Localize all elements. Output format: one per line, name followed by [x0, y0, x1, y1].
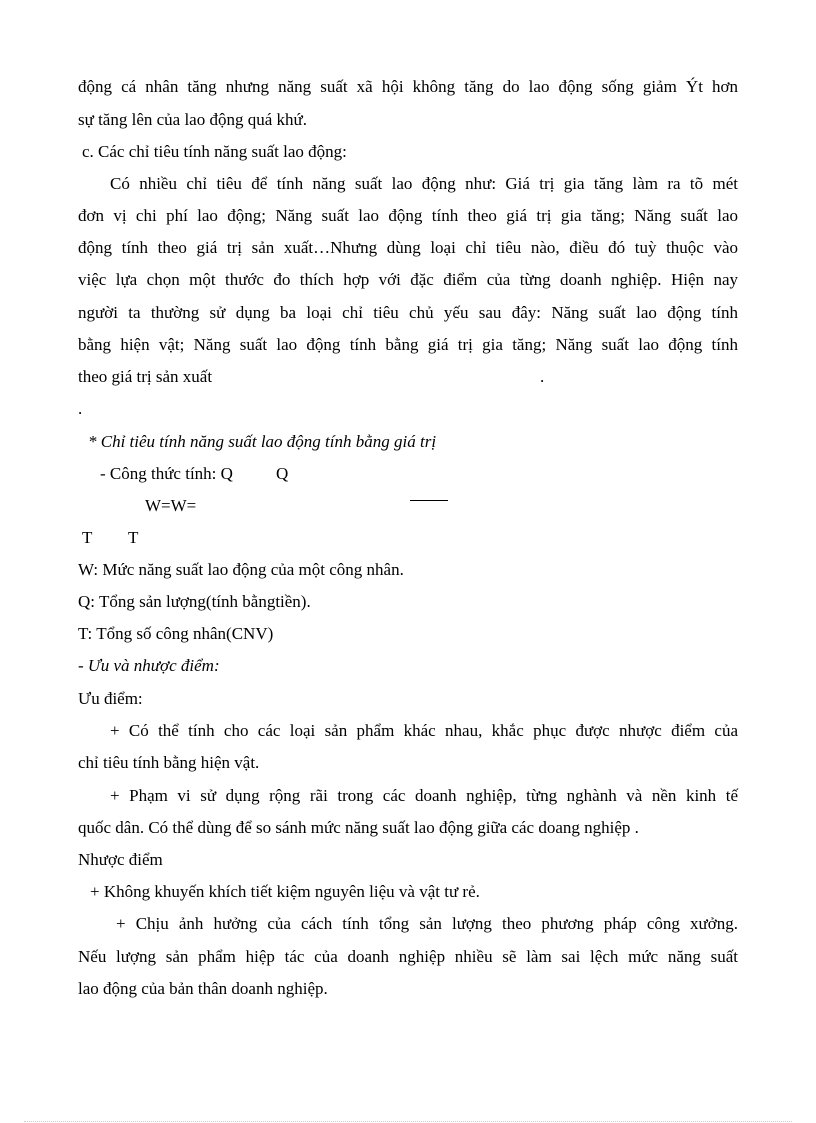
con-line: + Không khuyến khích tiết kiệm nguyên liệu và vật tư rẻ. [90, 882, 480, 901]
paragraph-end-dot: . [540, 367, 545, 386]
section-heading: c. Các chỉ tiêu tính năng suất lao động: [82, 142, 347, 161]
paragraph-line: động cá nhân tăng nhưng năng suất xã hội không tăng do lao động sống giảm Ýt hơn [78, 77, 738, 96]
con-line: lao động của bản thân doanh nghiệp. [78, 979, 328, 998]
con-line: + Chịu ảnh hưởng của cách tính tổng sản lượng theo phương pháp công xưởng. [116, 914, 738, 933]
fraction-rule [410, 500, 448, 501]
definition-w: W: Mức năng suất lao động của một công nhân. [78, 560, 404, 579]
paragraph-line: Có nhiều chỉ tiêu để tính năng suất lao động như: Giá trị gia tăng làm ra tõ mét [110, 174, 738, 193]
paragraph-line: việc lựa chọn một thước đo thích hợp với đặc điểm của từng doanh nghiệp. Hiện nay [78, 270, 738, 289]
paragraph-line: sự tăng lên của lao động quá khứ. [78, 110, 307, 129]
pros-label: Ưu điểm: [78, 689, 143, 708]
pros-cons-heading: - Ưu và nhược điểm: [78, 656, 220, 675]
paragraph-line: đơn vị chi phí lao động; Năng suất lao động tính theo giá trị gia tăng; Năng suất lao [78, 206, 738, 225]
formula-t: T [82, 528, 93, 547]
pro-line: chỉ tiêu tính bằng hiện vật. [78, 753, 260, 772]
subheading: * Chỉ tiêu tính năng suất lao động tính bằng giá trị [88, 432, 437, 451]
page-bottom-border [24, 1121, 792, 1122]
formula-t: T [128, 528, 139, 547]
cons-label: Nhược điểm [78, 850, 163, 869]
paragraph-line: theo giá trị sản xuất [78, 367, 213, 386]
con-line: Nếu lượng sản phẩm hiệp tác của doanh nghiệp nhiều sẽ làm sai lệch mức năng suất [78, 947, 738, 966]
pro-line: + Có thể tính cho các loại sản phẩm khác nhau, khắc phục được nhược điểm của [110, 721, 738, 740]
formula-q: Q [276, 464, 289, 483]
formula-w: W=W= [145, 496, 197, 515]
lone-dot: . [78, 399, 83, 418]
definition-q: Q: Tổng sản lượng(tính bằngtiền). [78, 592, 311, 611]
formula-label: - Công thức tính: Q [100, 464, 233, 483]
pro-line: + Phạm vi sử dụng rộng rãi trong các doanh nghiệp, từng nghành và nền kinh tế [110, 786, 738, 805]
paragraph-line: người ta thường sử dụng ba loại chỉ tiêu chủ yếu sau đây: Năng suất lao động tính [78, 303, 738, 322]
paragraph-line: động tính theo giá trị sản xuất…Nhưng dùng loại chỉ tiêu nào, điều đó tuỳ thuộc vào [78, 238, 738, 257]
paragraph-line: bằng hiện vật; Năng suất lao động tính bằng giá trị gia tăng; Năng suất lao động tính [78, 335, 738, 354]
definition-t: T: Tổng số công nhân(CNV) [78, 624, 274, 643]
pro-line: quốc dân. Có thể dùng để so sánh mức năng suất lao động giữa các doang nghiệp . [78, 818, 639, 837]
